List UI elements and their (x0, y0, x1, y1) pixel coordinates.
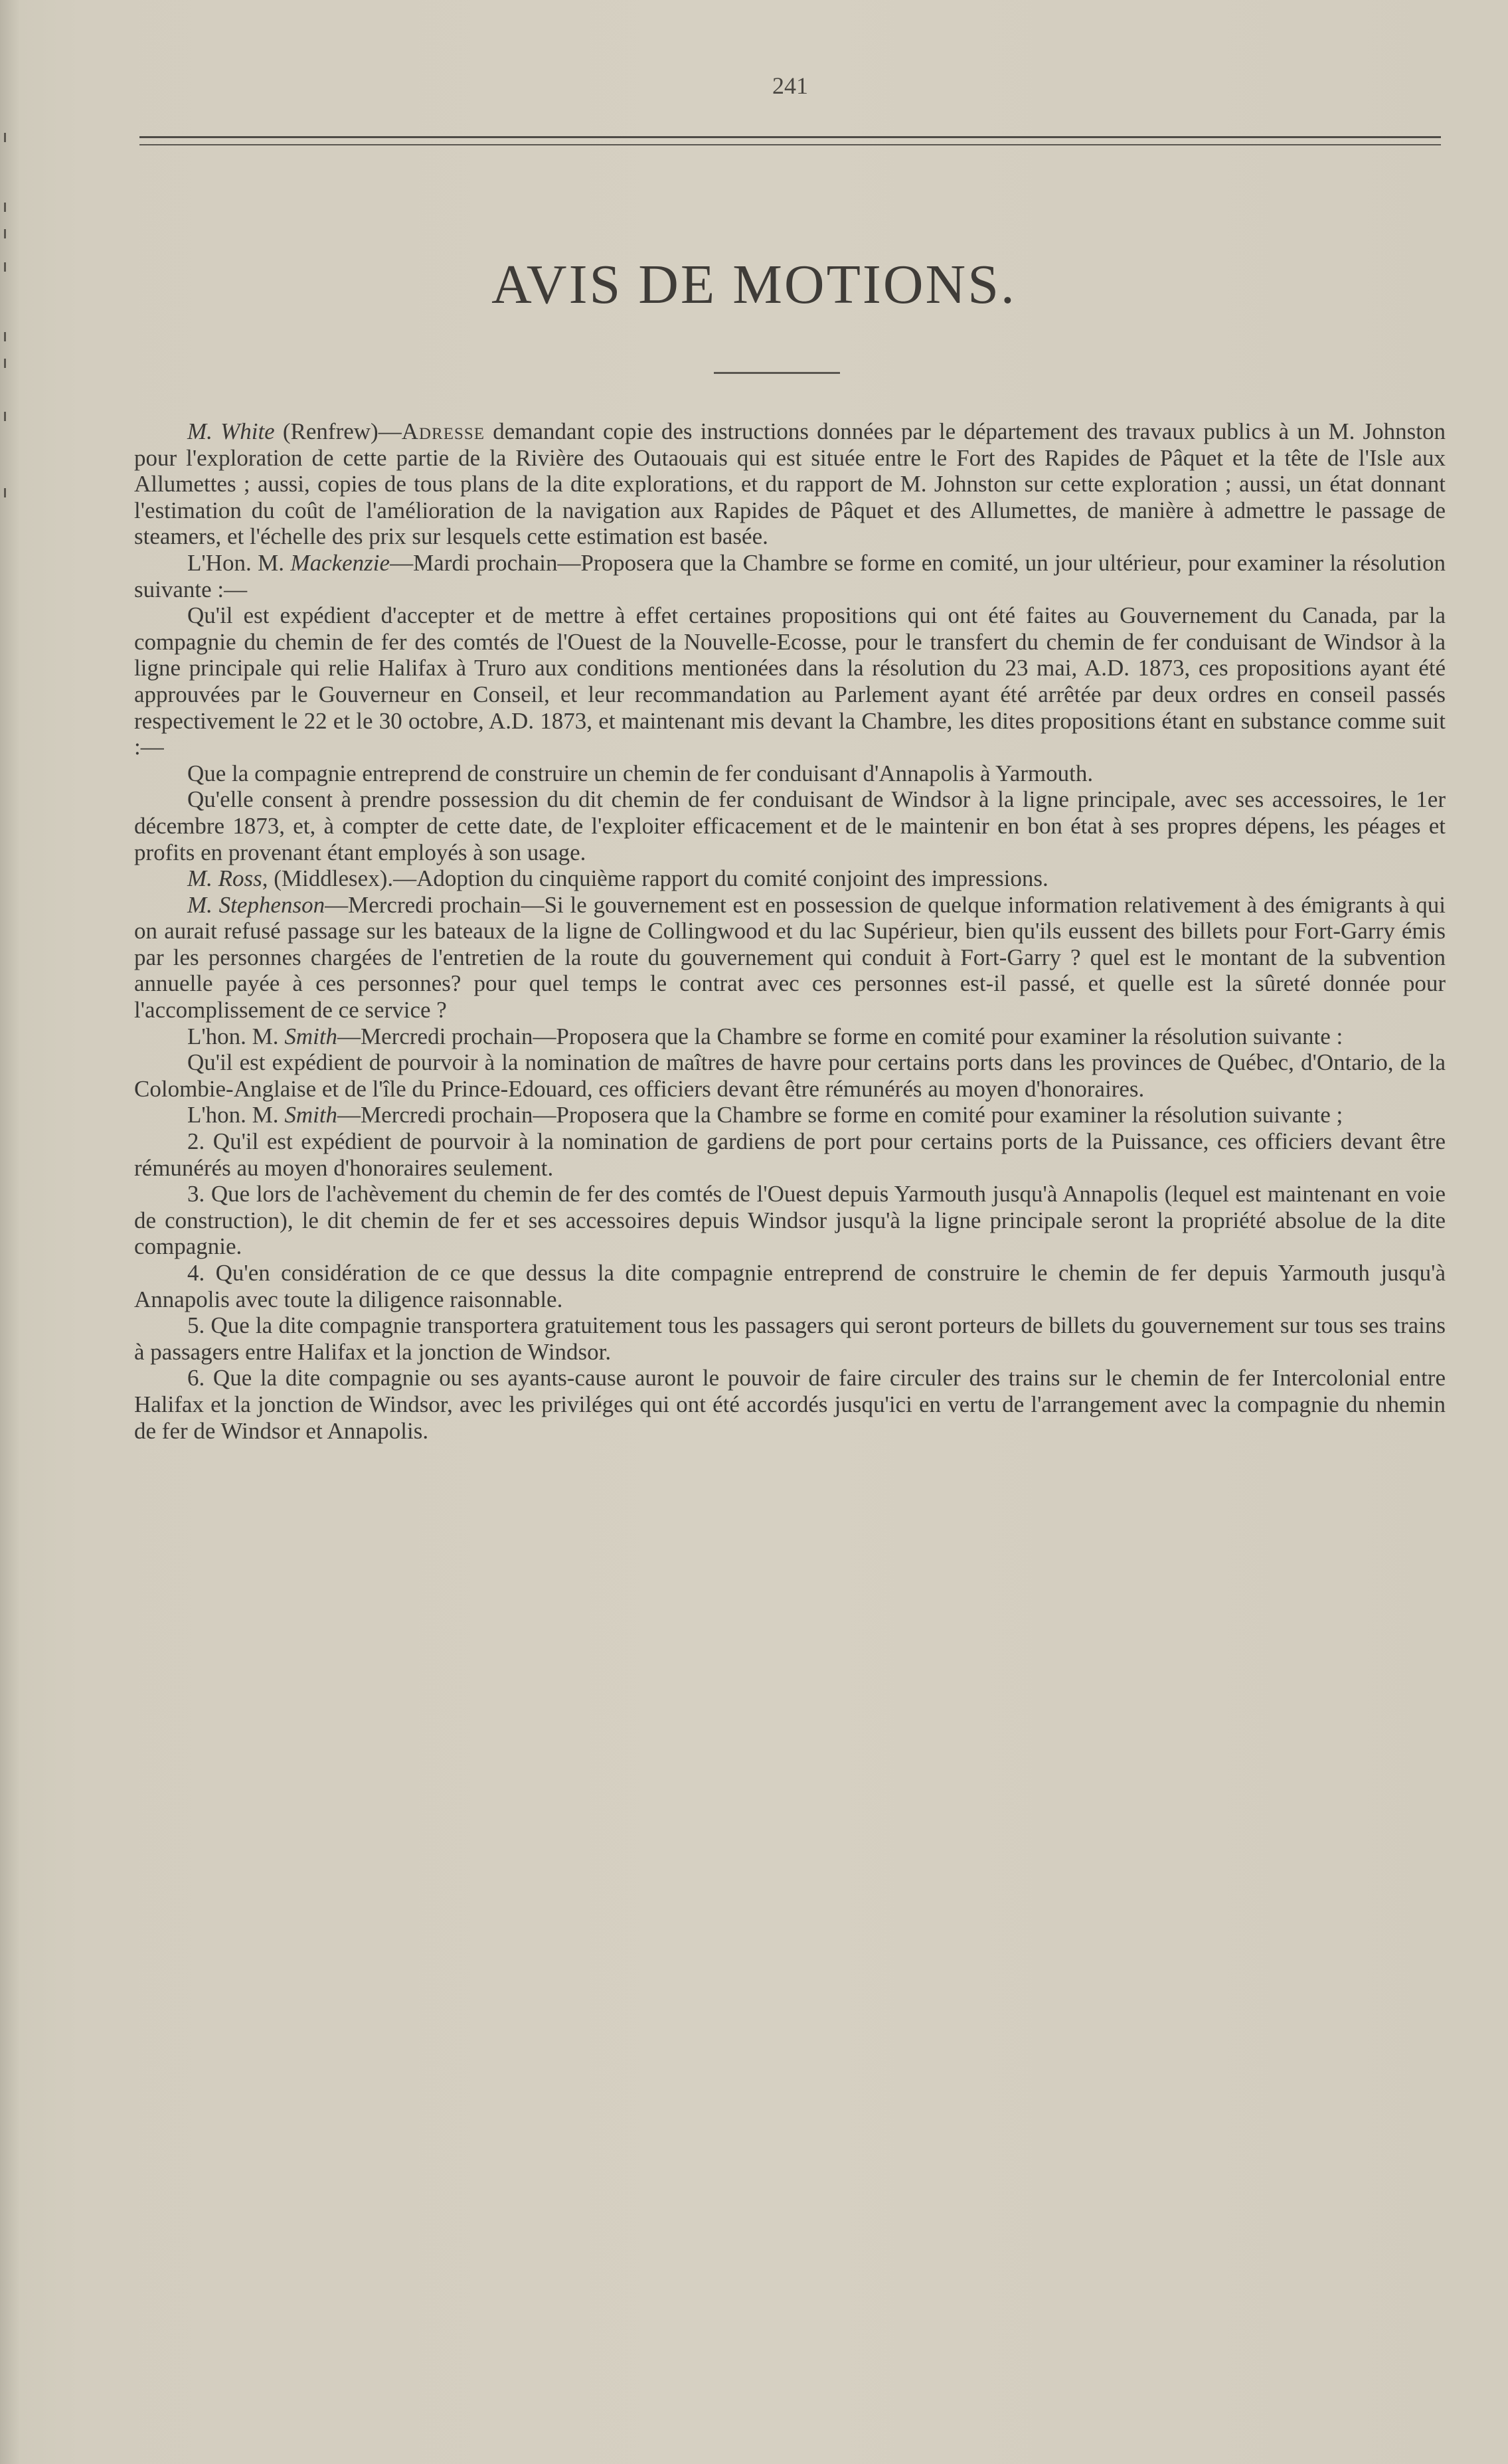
binding-margin (0, 0, 20, 2464)
title-rule (714, 372, 840, 374)
member-name: M. White (187, 418, 275, 444)
motion-paragraph: M. White (Renfrew)—Adresse demandant copie des instructions données par le département des travaux publics à un M. Johnston pour l'exploration de cette partie de la Rivière des Outaouais qui est située entre le Fort des Rapides de Pâquet et la tête de l'Isle aux Allumettes ; aussi, copies de tous plans de la dite explorations, et du rapport de M. Johnston sur cette exploration ; aussi, un état donnant l'estimation du coût de l'amélioration de la navigation aux Rapides de Pâquet et des Allumettes, de manière à admettre le passage de steamers, et l'échelle des prix sur lesquels cette estimation est basée. (134, 418, 1446, 550)
motion-paragraph: L'hon. M. Smith—Mercredi prochain—Proposera que la Chambre se forme en comité pour examiner la résolution suivante : (187, 1023, 1343, 1049)
member-name: M. Ross (187, 865, 262, 892)
member-name: Mackenzie (290, 549, 390, 576)
member-name: Smith (284, 1102, 338, 1128)
member-name: Smith (284, 1023, 338, 1049)
motion-type: Adresse (401, 418, 485, 444)
resolution-paragraph: 6. Que la dite compagnie ou ses ayants-cause auront le pouvoir de faire circuler des trains sur le chemin de fer Intercolonial entre Halifax et la jonction de Windsor, avec les priviléges qui ont été accordés jusqu'ici en vertu de l'arrangement avec la compagnie du nhemin de fer de Windsor et Annapolis. (134, 1365, 1446, 1444)
motion-paragraph: M. Stephenson—Mercredi prochain—Si le gouvernement est en possession de quelque information relativement à des émigrants à qui on aurait refusé passage sur les bateaux de la ligne de Collingwood et du lac Supérieur, bien qu'ils eussent des billets pour Fort-Garry émis par les personnes chargées de l'entretien de la route du gouvernement qui conduit à Fort-Garry ? quel est le montant de la subvention annuelle payée à ces personnes? pour quel temps le contrat avec ces personnes est-il passé, et quelle est la sûreté donnée pour l'accomplissement de ce service ? (134, 891, 1446, 1023)
resolution-paragraph: Qu'il est expédient de pourvoir à la nomination de maîtres de havre pour certains ports dans les provinces de Québec, d'Ontario, de la Colombie-Anglaise et de l'île du Prince-Edouard, ces officiers devant être rémunérés au moyen d'honoraires. (134, 1049, 1446, 1102)
resolution-paragraph: Que la compagnie entreprend de construire un chemin de fer conduisant d'Annapolis à Yarmouth. (187, 760, 1094, 786)
member-name: M. Stephenson (187, 891, 325, 918)
header-rule (139, 136, 1441, 149)
motion-paragraph: L'hon. M. Smith—Mercredi prochain—Proposera que la Chambre se forme en comité pour examiner la résolution suivante ; (187, 1102, 1343, 1128)
motions-body (134, 418, 1446, 1444)
page-title: AVIS DE MOTIONS. (491, 254, 1017, 315)
resolution-paragraph: Qu'elle consent à prendre possession du dit chemin de fer conduisant de Windsor à la ligne principale, avec ses accessoires, le 1er décembre 1873, et, à compter de cette date, de l'exploiter efficacement et de le maintenir en bon état à ses propres dépens, les péages et profits en provenant étant employés à son usage. (134, 786, 1446, 865)
resolution-paragraph: 3. Que lors de l'achèvement du chemin de fer des comtés de l'Ouest depuis Yarmouth jusqu'à Annapolis (lequel est maintenant en voie de construction), le dit chemin de fer et ses accessoires depuis Windsor jusqu'à la ligne principale seront la propriété absolue de la dite compagnie. (134, 1181, 1446, 1260)
motion-paragraph: L'Hon. M. Mackenzie—Mardi prochain—Proposera que la Chambre se forme en comité, un jour ultérieur, pour examiner la résolution suivante :— (134, 549, 1446, 602)
motion-paragraph: M. Ross, (Middlesex).—Adoption du cinquième rapport du comité conjoint des impressions. (187, 865, 1048, 892)
resolution-paragraph: 4. Qu'en considération de ce que dessus la dite compagnie entreprend de construire le chemin de fer depuis Yarmouth jusqu'à Annapolis avec toute la diligence raisonnable. (134, 1260, 1446, 1312)
page-number: 241 (772, 72, 808, 99)
resolution-paragraph: 5. Que la dite compagnie transportera gratuitement tous les passagers qui seront porteurs de billets du gouvernement sur tous ses trains à passagers entre Halifax et la jonction de Windsor. (134, 1312, 1446, 1365)
resolution-paragraph: Qu'il est expédient d'accepter et de mettre à effet certaines propositions qui ont été faites au Gouvernement du Canada, par la compagnie du chemin de fer des comtés de l'Ouest de la Nouvelle-Ecosse, pour le transfert du chemin de fer conduisant de Windsor à la ligne principale qui relie Halifax à Truro aux conditions mentionées dans la résolution du 23 mai, A.D. 1873, ces propositions ayant été approuvées par le Gouverneur en Conseil, et leur recommandation au Parlement ayant été arrêtée par deux ordres en conseil passés respectivement le 22 et le 30 octobre, A.D. 1873, et maintenant mis devant la Chambre, les dites propositions étant en substance comme suit :— (134, 602, 1446, 760)
resolution-paragraph: 2. Qu'il est expédient de pourvoir à la nomination de gardiens de port pour certains ports de la Puissance, ces officiers devant être rémunérés au moyen d'honoraires seulement. (134, 1128, 1446, 1181)
